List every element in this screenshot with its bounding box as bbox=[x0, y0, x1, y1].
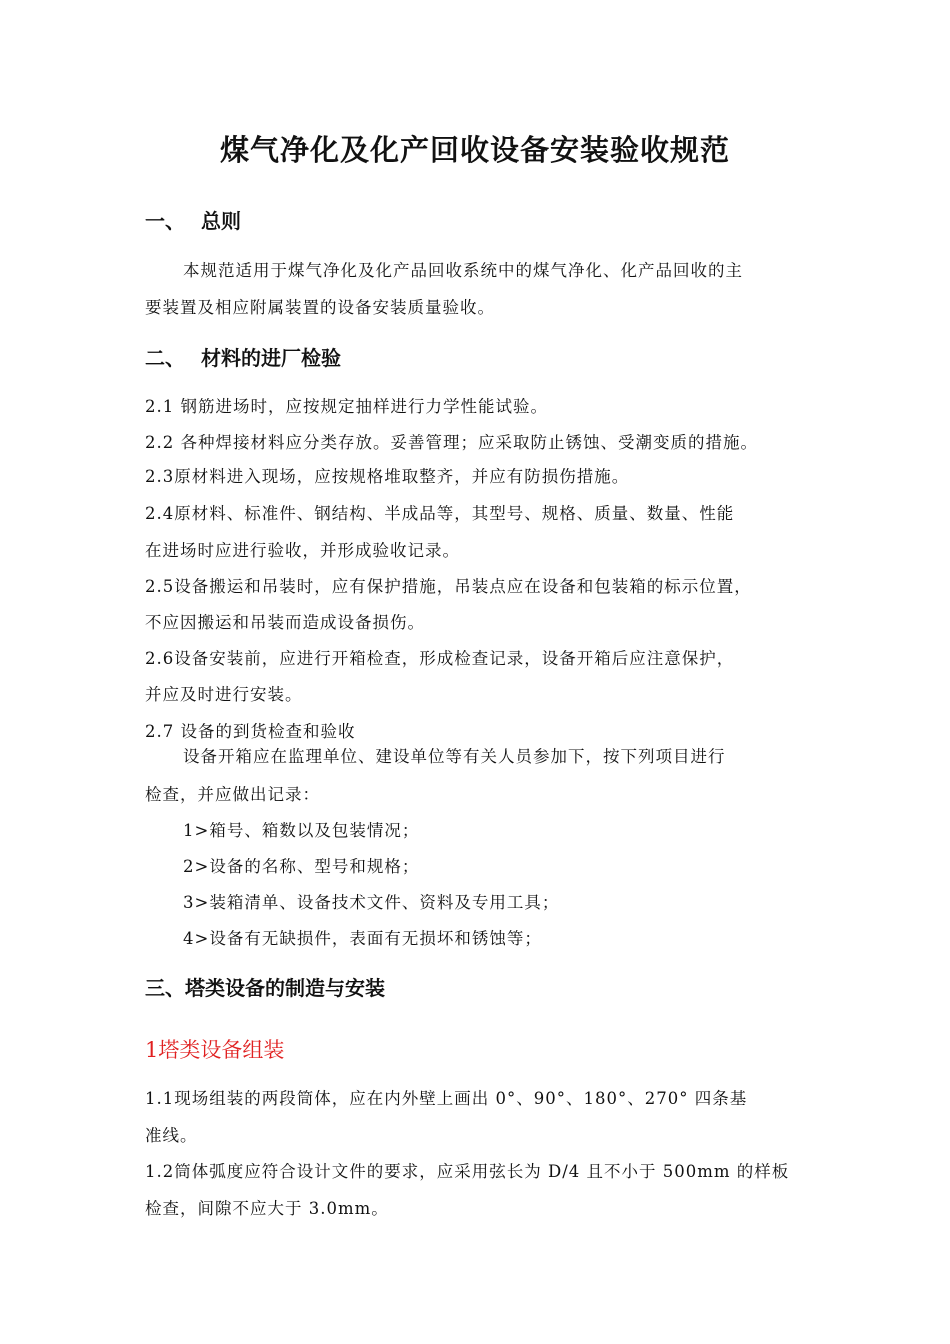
clause-line: 2.7 设备的到货检查和验收 bbox=[145, 722, 356, 741]
clause-line: 准线。 bbox=[145, 1126, 198, 1145]
section-heading-tower-equipment bbox=[145, 972, 385, 1001]
clause-line: 在进场时应进行验收，并形成验收记录。 bbox=[145, 541, 460, 560]
section-number: 三、 bbox=[145, 976, 185, 1000]
clause-line: 1.2筒体弧度应符合设计文件的要求，应采用弦长为 D/4 且不小于 500mm 的样板 bbox=[145, 1162, 790, 1181]
clause-line: 2.1 钢筋进场时，应按规定抽样进行力学性能试验。 bbox=[145, 397, 548, 416]
list-item: 2>设备的名称、型号和规格； bbox=[183, 857, 420, 876]
clause-line: 设备开箱应在监理单位、建设单位等有关人员参加下，按下列项目进行 bbox=[183, 747, 726, 766]
clause-line: 2.4原材料、标准件、钢结构、半成品等，其型号、规格、质量、数量、性能 bbox=[145, 504, 735, 523]
clause-line: 1.1现场组装的两段筒体，应在内外壁上画出 0°、90°、180°、270° 四条基 bbox=[145, 1089, 748, 1108]
list-item: 3>装箱清单、设备技术文件、资料及专用工具； bbox=[183, 893, 560, 912]
clause-line: 并应及时进行安装。 bbox=[145, 685, 303, 704]
section-number: 一、 bbox=[145, 209, 185, 233]
clause-line: 不应因搬运和吊装而造成设备损伤。 bbox=[145, 613, 425, 632]
subsection-heading: 1塔类设备组装 bbox=[145, 1038, 285, 1062]
section-number: 二、 bbox=[145, 346, 185, 370]
document-title: 煤气净化及化产回收设备安装验收规范 bbox=[219, 133, 730, 167]
list-item: 1>箱号、箱数以及包装情况； bbox=[183, 821, 420, 840]
section-heading-materials bbox=[145, 342, 341, 371]
paragraph-line: 要装置及相应附属装置的设备安装质量验收。 bbox=[145, 298, 495, 317]
clause-line: 2.5设备搬运和吊装时，应有保护措施，吊装点应在设备和包装箱的标示位置， bbox=[145, 577, 752, 596]
section-title: 材料的进厂检验 bbox=[201, 346, 341, 370]
section-title: 总则 bbox=[201, 209, 241, 233]
list-item: 4>设备有无缺损件，表面有无损坏和锈蚀等； bbox=[183, 929, 542, 948]
clause-line: 检查，间隙不应大于 3.0mm。 bbox=[145, 1199, 389, 1218]
clause-line: 2.3原材料进入现场，应按规格堆取整齐，并应有防损伤措施。 bbox=[145, 467, 630, 486]
section-title: 塔类设备的制造与安装 bbox=[185, 976, 385, 1000]
clause-line: 2.6设备安装前，应进行开箱检查，形成检查记录，设备开箱后应注意保护， bbox=[145, 649, 735, 668]
clause-line: 检查，并应做出记录： bbox=[145, 785, 320, 804]
clause-line: 2.2 各种焊接材料应分类存放。妥善管理；应采取防止锈蚀、受潮变质的措施。 bbox=[145, 433, 758, 452]
paragraph-line: 本规范适用于煤气净化及化产品回收系统中的煤气净化、化产品回收的主 bbox=[183, 261, 743, 280]
section-heading-general bbox=[145, 205, 241, 234]
